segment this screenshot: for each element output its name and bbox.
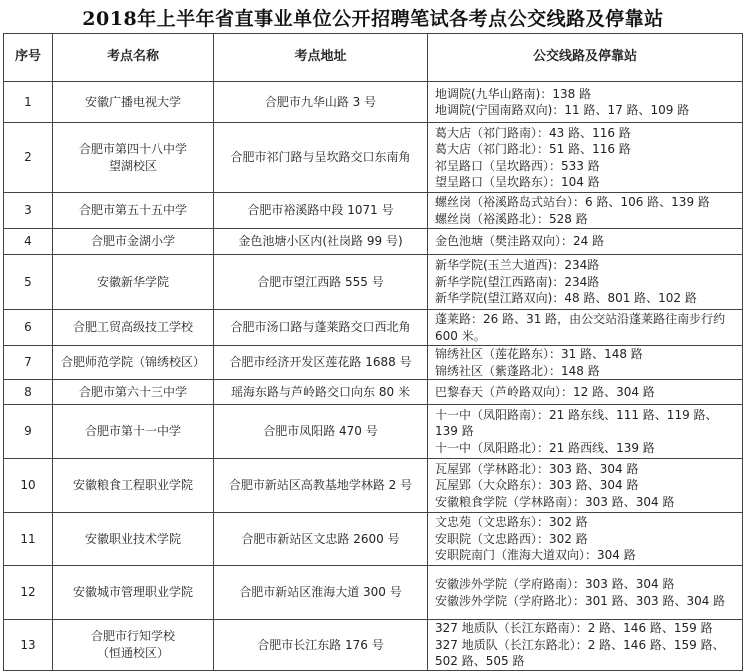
bus-stop-line: 327 地质队（长江东路北）：2 路、146 路、159 路、502 路、505 路 bbox=[435, 637, 725, 668]
bus-stop-line: 葛大店（祁门路南）：43 路、116 路 bbox=[435, 125, 631, 140]
table-row bbox=[4, 193, 743, 229]
site-name-line: 合肥市行知学校 bbox=[90, 629, 175, 644]
bus-routes-cell bbox=[428, 310, 743, 346]
bus-stop-line: 望呈路口（呈坎路东）：104 路 bbox=[435, 175, 600, 189]
table-row bbox=[4, 310, 743, 346]
row-number: 1 bbox=[4, 82, 53, 123]
site-name-cell bbox=[53, 255, 214, 310]
table-row bbox=[4, 380, 743, 405]
document-title: 2018年上半年省直事业单位公开招聘笔试各考点公交线路及停靠站 bbox=[82, 8, 664, 30]
site-name-line: 合肥市第四十八中学 bbox=[78, 142, 187, 156]
row-number: 2 bbox=[4, 123, 53, 193]
header-bus-routes: 公交线路及停靠站 bbox=[428, 34, 743, 82]
site-name-cell bbox=[53, 229, 214, 255]
bus-stop-line: 十一中（凤阳路北）：21 路西线、139 路 bbox=[435, 440, 655, 455]
site-name-cell bbox=[53, 346, 214, 380]
table-header-row bbox=[4, 34, 743, 82]
site-name-line: 安徽新华学院 bbox=[96, 274, 169, 289]
site-name-line: 安徽粮食工程职业学院 bbox=[72, 478, 193, 493]
table-row bbox=[4, 123, 743, 193]
site-name-cell bbox=[53, 380, 214, 405]
row-number: 12 bbox=[4, 566, 53, 620]
bus-routes-cell bbox=[428, 193, 743, 229]
site-name-line: 合肥市第十一中学 bbox=[84, 424, 181, 439]
row-number: 6 bbox=[4, 310, 53, 346]
bus-routes-cell bbox=[428, 566, 743, 620]
site-address-cell: 合肥市凤阳路 470 号 bbox=[214, 405, 428, 459]
site-address-cell: 合肥市新站区高教基地学林路 2 号 bbox=[214, 459, 428, 513]
table-body bbox=[4, 82, 743, 671]
site-name-line: 望湖校区 bbox=[108, 158, 157, 173]
table-row bbox=[4, 346, 743, 380]
bus-stop-line: 螺丝岗（裕溪路岛式站台）：6 路、106 路、139 路 bbox=[435, 195, 710, 209]
bus-stop-line: 十一中（凤阳路南）：21 路东线、111 路、119 路、139 路 bbox=[435, 407, 718, 439]
site-address-cell: 合肥市九华山路 3 号 bbox=[214, 82, 428, 123]
row-number: 9 bbox=[4, 405, 53, 459]
bus-stop-line: 祁呈路口（呈坎路西）：533 路 bbox=[435, 158, 600, 173]
bus-stop-line: 安职院南门（淮海大道双向）：304 路 bbox=[435, 548, 636, 563]
header-site-address: 考点地址 bbox=[214, 34, 428, 82]
table-row bbox=[4, 229, 743, 255]
row-number: 3 bbox=[4, 193, 53, 229]
table-row bbox=[4, 566, 743, 620]
site-address-cell: 合肥市望江西路 555 号 bbox=[214, 255, 428, 310]
bus-routes-cell bbox=[428, 513, 743, 566]
row-number: 10 bbox=[4, 459, 53, 513]
table-row bbox=[4, 255, 743, 310]
bus-stop-line: 地调院(九华山路南)：138 路 bbox=[435, 86, 592, 101]
bus-stop-line: 327 地质队（长江东路南）：2 路、146 路、159 路 bbox=[435, 621, 713, 635]
bus-stop-line: 新华学院(玉兰大道西)：234路 bbox=[435, 258, 600, 273]
row-number: 5 bbox=[4, 255, 53, 310]
site-name-cell bbox=[53, 513, 214, 566]
row-number: 7 bbox=[4, 346, 53, 380]
site-name-cell bbox=[53, 123, 214, 193]
bus-stop-line: 瓦屋郢（学林路北）：303 路、304 路 bbox=[435, 461, 639, 476]
bus-stop-line: 安徽涉外学院（学府路北）：301 路、303 路、304 路 bbox=[435, 593, 726, 608]
table-row bbox=[4, 513, 743, 566]
bus-stop-line: 巴黎春天（芦岭路双向）：12 路、304 路 bbox=[435, 384, 655, 399]
bus-stop-line: 安职院（文忠路西）：302 路 bbox=[435, 531, 588, 546]
exam-sites-bus-table bbox=[3, 33, 743, 671]
site-name-line: 合肥市第五十五中学 bbox=[78, 203, 187, 218]
table-row bbox=[4, 82, 743, 123]
site-name-cell bbox=[53, 566, 214, 620]
bus-stop-line: 安徽涉外学院（学府路南）：303 路、304 路 bbox=[435, 577, 675, 591]
site-address-cell: 合肥市长江东路 176 号 bbox=[214, 620, 428, 671]
bus-routes-cell bbox=[428, 229, 743, 255]
bus-routes-cell bbox=[428, 346, 743, 380]
bus-stop-line: 新华学院(望江路双向)：48 路、801 路、102 路 bbox=[435, 291, 697, 306]
site-name-cell bbox=[53, 82, 214, 123]
bus-routes-cell bbox=[428, 459, 743, 513]
bus-routes-cell bbox=[428, 123, 743, 193]
site-address-cell: 金色池塘小区内(社岗路 99 号) bbox=[214, 229, 428, 255]
site-name-line: 合肥工贸高级技工学校 bbox=[72, 320, 193, 335]
bus-routes-cell bbox=[428, 380, 743, 405]
site-address-cell: 合肥市新站区文忠路 2600 号 bbox=[214, 513, 428, 566]
row-number: 13 bbox=[4, 620, 53, 671]
bus-routes-cell bbox=[428, 82, 743, 123]
table-row bbox=[4, 459, 743, 513]
bus-stop-line: 金色池塘（樊洼路双向）：24 路 bbox=[435, 234, 605, 249]
site-name-line: （恒通校区） bbox=[96, 645, 169, 660]
bus-stop-line: 地调院(宁国南路双向)：11 路、17 路、109 路 bbox=[435, 103, 690, 117]
site-name-line: 安徽广播电视大学 bbox=[84, 94, 181, 109]
bus-stop-line: 葛大店（祁门路北）：51 路、116 路 bbox=[435, 142, 631, 156]
bus-stop-line: 蓬莱路：26 路、31 路，由公交站沿蓬莱路往南步行约 600 米。 bbox=[435, 312, 726, 343]
bus-stop-line: 安徽粮食学院（学林路南）：303 路、304 路 bbox=[435, 494, 675, 509]
site-address-cell: 合肥市经济开发区莲花路 1688 号 bbox=[214, 346, 428, 380]
site-address-cell: 合肥市裕溪路中段 1071 号 bbox=[214, 193, 428, 229]
bus-stop-line: 新华学院(望江西路南)：234路 bbox=[435, 274, 600, 289]
site-address-cell: 合肥市祁门路与呈坎路交口东南角 bbox=[214, 123, 428, 193]
bus-routes-cell bbox=[428, 405, 743, 459]
site-name-cell bbox=[53, 193, 214, 229]
bus-stop-line: 锦绣社区（莲花路东）：31 路、148 路 bbox=[435, 347, 643, 361]
site-name-line: 合肥师范学院（锦绣校区） bbox=[60, 355, 205, 370]
header-site-name: 考点名称 bbox=[53, 34, 214, 82]
bus-stop-line: 螺丝岗（裕溪路北）：528 路 bbox=[435, 211, 588, 226]
site-name-cell bbox=[53, 405, 214, 459]
bus-routes-cell bbox=[428, 620, 743, 671]
table-row bbox=[4, 620, 743, 671]
row-number: 8 bbox=[4, 380, 53, 405]
site-address-cell: 合肥市汤口路与蓬莱路交口西北角 bbox=[214, 310, 428, 346]
site-name-line: 安徽城市管理职业学院 bbox=[72, 585, 193, 600]
site-name-cell bbox=[53, 310, 214, 346]
bus-routes-cell bbox=[428, 255, 743, 310]
site-name-cell bbox=[53, 459, 214, 513]
bus-stop-line: 锦绣社区（紫蓬路北）：148 路 bbox=[435, 363, 600, 378]
header-no: 序号 bbox=[4, 34, 53, 82]
bus-stop-line: 瓦屋郢（大众路东）：303 路、304 路 bbox=[435, 478, 639, 493]
bus-stop-line: 文忠苑（文忠路东）：302 路 bbox=[435, 515, 588, 530]
site-name-line: 合肥市金湖小学 bbox=[90, 234, 175, 249]
row-number: 4 bbox=[4, 229, 53, 255]
site-name-line: 安徽职业技术学院 bbox=[84, 531, 181, 546]
site-name-line: 合肥市第六十三中学 bbox=[78, 384, 187, 399]
site-address-cell: 瑶海东路与芦岭路交口向东 80 米 bbox=[214, 380, 428, 405]
table-row bbox=[4, 405, 743, 459]
site-address-cell: 合肥市新站区淮海大道 300 号 bbox=[214, 566, 428, 620]
site-name-cell bbox=[53, 620, 214, 671]
row-number: 11 bbox=[4, 513, 53, 566]
